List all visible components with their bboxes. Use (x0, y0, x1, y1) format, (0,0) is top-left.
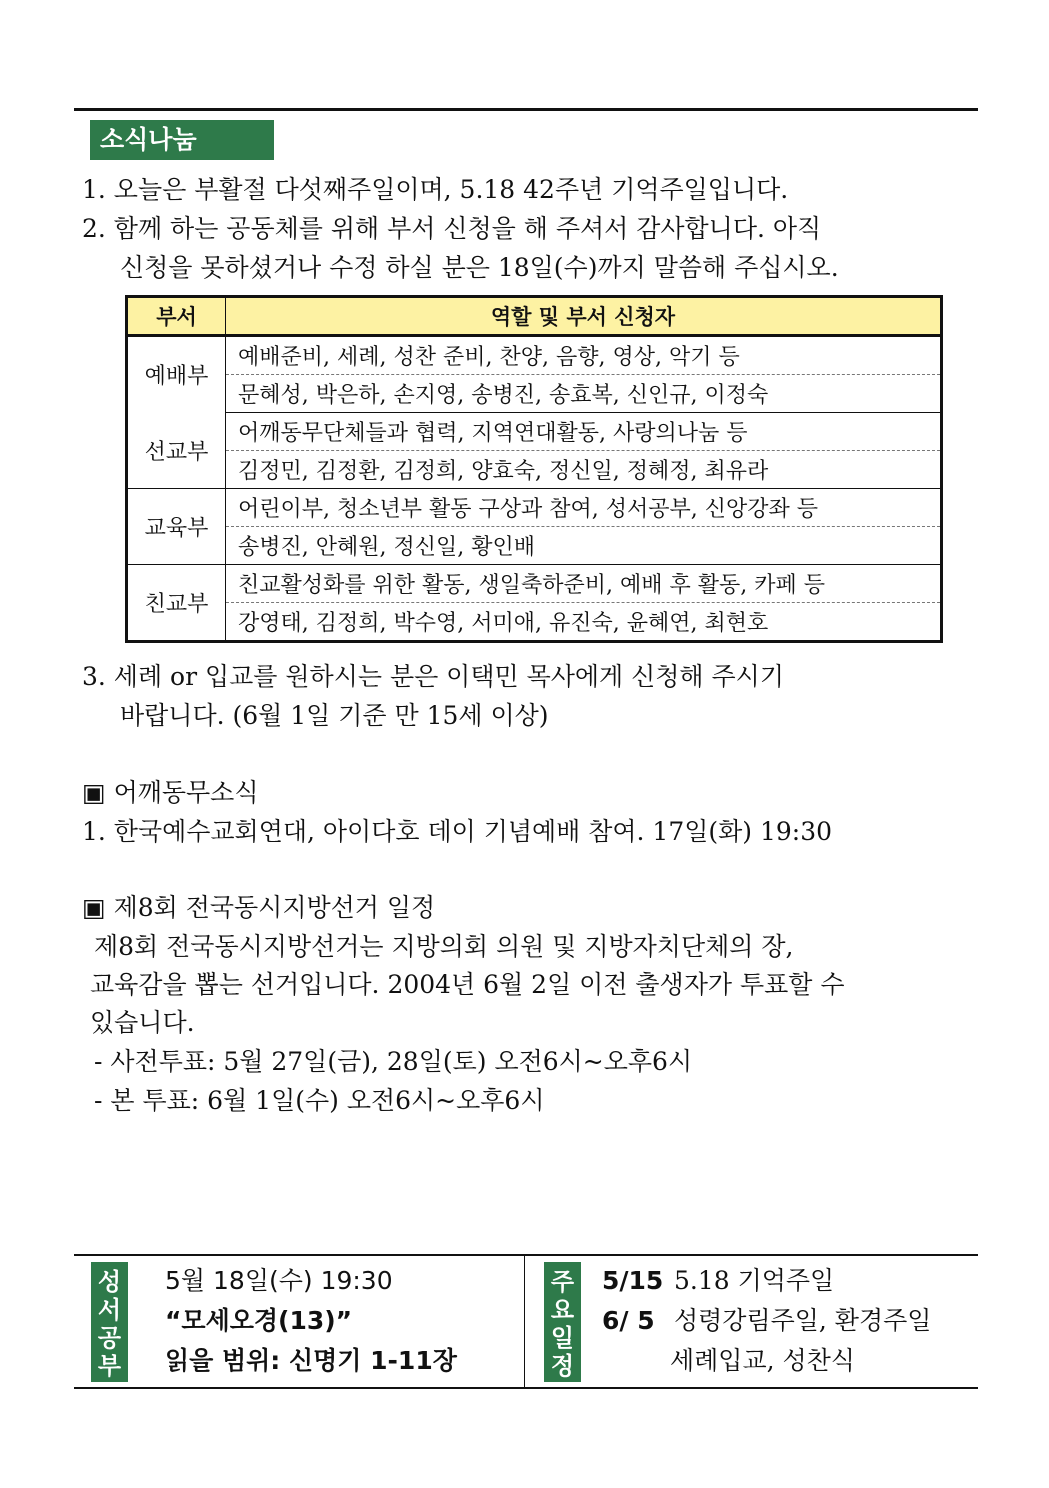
dept-members: 김정민, 김정환, 김정희, 양효숙, 정신일, 정혜정, 최유라 (226, 451, 942, 489)
news-item-2-cont: 신청을 못하셨거나 수정 하실 분은 18일(수)까지 말씀해 주십시오. (120, 253, 839, 282)
table-row (127, 489, 942, 527)
schedule-date-2: 6/ 5 (602, 1306, 655, 1335)
table-row (127, 413, 942, 451)
news-item-3-cont: 바랍니다. (6월 1일 기준 만 15세 이상) (120, 701, 549, 730)
schedule-label: 주 요 일 정 (544, 1262, 581, 1382)
table-header-dept: 부서 (127, 297, 226, 336)
dept-role: 어깨동무단체들과 협력, 지역연대활동, 사랑의나눔 등 (226, 413, 942, 451)
dept-members: 송병진, 안혜원, 정신일, 황인배 (226, 527, 942, 565)
election-paragraph-1: 제8회 전국동시지방선거는 지방의회 의원 및 지방자치단체의 장, (94, 932, 794, 961)
bible-study-datetime: 5월 18일(수) 19:30 (165, 1266, 393, 1295)
bible-study-topic: “모세오경(13)” (165, 1306, 353, 1335)
table-header-role: 역할 및 부서 신청자 (226, 297, 942, 336)
footer-divider (524, 1256, 525, 1387)
department-table (125, 295, 943, 643)
bible-study-range: 읽을 범위: 신명기 1-11장 (165, 1346, 457, 1375)
dept-name: 예배부 (127, 336, 226, 413)
news-item-2: 2. 함께 하는 공동체를 위해 부서 신청을 해 주셔서 감사합니다. 아직 (82, 214, 822, 243)
election-paragraph-3: 있습니다. (90, 1008, 195, 1037)
schedule-event-2: 성령강림주일, 환경주일 (674, 1306, 932, 1335)
election-heading: ▣ 제8회 전국동시지방선거 일정 (82, 893, 436, 922)
shoulder-heading: ▣ 어깨동무소식 (82, 778, 259, 807)
election-early-vote: - 사전투표: 5월 27일(금), 28일(토) 오전6시~오후6시 (94, 1047, 693, 1076)
election-main-vote: - 본 투표: 6월 1일(수) 오전6시~오후6시 (94, 1086, 545, 1115)
dept-role: 예배준비, 세례, 성찬 준비, 찬양, 음향, 영상, 악기 등 (226, 336, 942, 375)
table-row (127, 603, 942, 642)
dept-members: 강영태, 김정희, 박수영, 서미애, 유진숙, 윤혜연, 최현호 (238, 611, 769, 636)
footer-rule-bottom (74, 1387, 978, 1389)
dept-name: 선교부 (127, 413, 226, 489)
footer-rule-top (74, 1254, 978, 1256)
election-paragraph-2: 교육감을 뽑는 선거입니다. 2004년 6월 2일 이전 출생자가 투표할 수 (90, 970, 845, 999)
schedule-event-2-cont: 세례입교, 성찬식 (670, 1346, 855, 1375)
schedule-event-1: 5.18 기억주일 (674, 1266, 835, 1295)
dept-role: 어린이부, 청소년부 활동 구상과 참여, 성서공부, 신앙강좌 등 (226, 489, 942, 527)
table-row (127, 565, 942, 603)
news-item-3: 3. 세례 or 입교를 원하시는 분은 이택민 목사에게 신청해 주시기 (82, 662, 784, 691)
table-row (127, 375, 942, 413)
top-rule (74, 108, 978, 111)
schedule-date-1: 5/15 (602, 1266, 664, 1295)
dept-name: 교육부 (127, 489, 226, 565)
news-item-1: 1. 오늘은 부활절 다섯째주일이며, 5.18 42주년 기억주일입니다. (82, 175, 789, 204)
news-section-title: 소식나눔 (90, 120, 274, 160)
bible-study-label: 성 서 공 부 (91, 1262, 128, 1382)
shoulder-item-1: 1. 한국예수교회연대, 아이다호 데이 기념예배 참여. 17일(화) 19:30 (82, 817, 833, 846)
table-row (127, 451, 942, 489)
table-row (127, 527, 942, 565)
dept-name: 친교부 (127, 565, 226, 642)
dept-role: 친교활성화를 위한 활동, 생일축하준비, 예배 후 활동, 카페 등 (226, 565, 942, 603)
dept-members: 문혜성, 박은하, 손지영, 송병진, 송효복, 신인규, 이정숙 (226, 375, 942, 413)
table-row (127, 336, 942, 375)
